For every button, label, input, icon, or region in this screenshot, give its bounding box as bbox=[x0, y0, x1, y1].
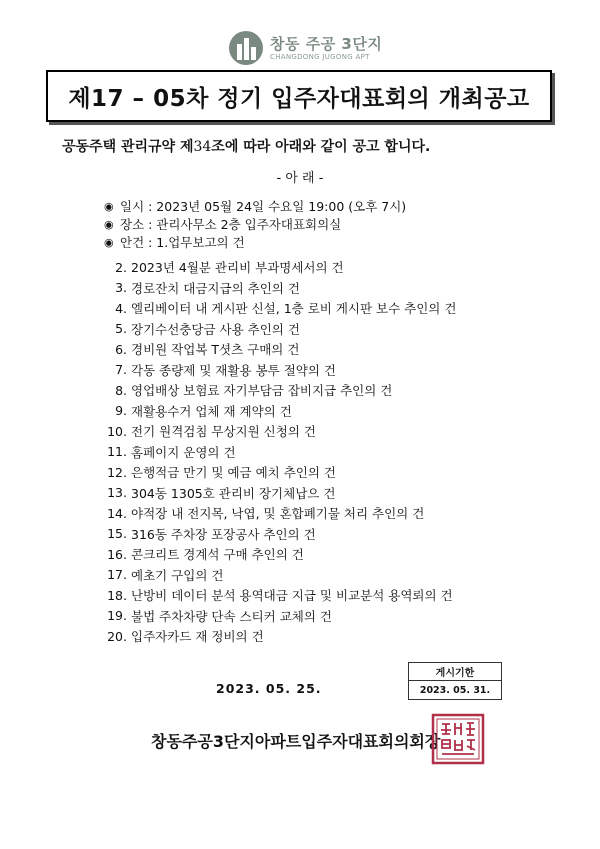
agenda-item bbox=[103, 401, 456, 422]
agenda-item-text: 예초기 구입의 건 bbox=[131, 567, 224, 583]
signer-name: 창동주공3단지아파트입주자대표회의회장 bbox=[151, 732, 441, 751]
agenda-item-number: 5. bbox=[115, 321, 127, 337]
agenda-item bbox=[103, 298, 456, 319]
agenda-item-text: 재활용수거 업체 재 계약의 건 bbox=[131, 403, 292, 419]
agenda-item-number: 4. bbox=[115, 300, 127, 316]
agenda-item-number: 2. bbox=[115, 259, 127, 275]
agenda-item-number: 16. bbox=[107, 546, 127, 562]
agenda-item bbox=[103, 606, 456, 627]
logo-name-korean: 창동 주공 3단지 bbox=[270, 35, 383, 53]
intro-sentence bbox=[62, 136, 430, 156]
agenda-item bbox=[103, 380, 456, 401]
agenda-item-text: 전기 원격검침 무상지원 신청의 건 bbox=[131, 424, 316, 440]
agenda-item-number: 7. bbox=[115, 362, 127, 378]
agenda-item-text: 경비원 작업복 T셧츠 구매의 건 bbox=[131, 342, 300, 358]
agenda-item bbox=[103, 483, 456, 504]
agenda-item bbox=[103, 544, 456, 565]
official-seal-stamp-icon bbox=[430, 712, 486, 766]
agenda-item-text: 영업배상 보험료 자기부담금 잡비지급 추인의 건 bbox=[131, 383, 393, 399]
posting-deadline-box bbox=[408, 662, 502, 700]
agenda-item bbox=[103, 278, 456, 299]
bullet-circle-icon: ◉ bbox=[104, 217, 114, 231]
agenda-item bbox=[103, 257, 456, 278]
agenda-item-number: 12. bbox=[107, 464, 127, 480]
agenda-item bbox=[103, 503, 456, 524]
agenda-item bbox=[103, 626, 456, 647]
meeting-detail-item bbox=[104, 197, 406, 215]
notice-date: 2023. 05. 25. bbox=[216, 681, 322, 696]
agenda-item-number: 13. bbox=[107, 485, 127, 501]
bullet-circle-icon: ◉ bbox=[104, 199, 114, 213]
agenda-item bbox=[103, 421, 456, 442]
notice-title: 제17 – 05차 정기 입주자대표회의 개최공고 bbox=[68, 85, 530, 112]
meeting-details bbox=[104, 197, 406, 251]
agenda-list bbox=[103, 257, 456, 647]
agenda-item bbox=[103, 442, 456, 463]
bullet-circle-icon: ◉ bbox=[104, 235, 114, 249]
agenda-item-text: 316동 주차장 포장공사 추인의 건 bbox=[131, 526, 316, 542]
agenda-item-text: 콘크리트 경계석 구매 추인의 건 bbox=[131, 547, 304, 563]
agenda-item-number: 14. bbox=[107, 505, 127, 521]
intro-article-number: 34 bbox=[193, 139, 212, 155]
agenda-item-number: 6. bbox=[115, 341, 127, 357]
agenda-item-number: 18. bbox=[107, 587, 127, 603]
agenda-item bbox=[103, 565, 456, 586]
agenda-item-number: 20. bbox=[107, 628, 127, 644]
agenda-item-number: 15. bbox=[107, 526, 127, 542]
meeting-detail-text: 장소 : 관리사무소 2층 입주자대표회의실 bbox=[120, 217, 342, 232]
meeting-detail-text: 일시 : 2023년 05월 24일 수요일 19:00 (오후 7시) bbox=[120, 199, 407, 214]
agenda-item-text: 은행적금 만기 및 예금 예치 추인의 건 bbox=[131, 465, 336, 481]
agenda-item-text: 입주자카드 재 정비의 건 bbox=[131, 629, 264, 645]
logo-name-english: CHANGDONG JUGONG APT bbox=[270, 53, 370, 61]
agenda-item bbox=[103, 585, 456, 606]
intro-after: 조에 따라 아래와 같이 공고 합니다. bbox=[211, 139, 431, 155]
agenda-item bbox=[103, 524, 456, 545]
agenda-item-text: 경로잔치 대금지급의 추인의 건 bbox=[131, 280, 300, 296]
agenda-item bbox=[103, 462, 456, 483]
section-marker: - 아 래 - bbox=[276, 171, 324, 186]
agenda-item-number: 10. bbox=[107, 423, 127, 439]
agenda-item-text: 각동 종량제 및 재활용 봉투 절약의 건 bbox=[131, 362, 336, 378]
agenda-item-text: 홈페이지 운영의 건 bbox=[131, 444, 236, 460]
agenda-item-text: 2023년 4월분 관리비 부과명세서의 건 bbox=[131, 260, 344, 276]
agenda-item-text: 야적장 내 전지목, 낙엽, 및 혼합폐기물 처리 추인의 건 bbox=[131, 506, 425, 522]
meeting-detail-item bbox=[104, 215, 406, 233]
meeting-detail-item bbox=[104, 233, 406, 251]
agenda-item bbox=[103, 319, 456, 340]
agenda-item-number: 3. bbox=[115, 280, 127, 296]
apartment-building-logo-icon bbox=[228, 30, 264, 66]
agenda-item-text: 엘리베이터 내 게시판 신설, 1층 로비 게시판 보수 추인의 건 bbox=[131, 301, 457, 317]
agenda-item-number: 17. bbox=[107, 567, 127, 583]
agenda-item-text: 장기수선충당금 사용 추인의 건 bbox=[131, 321, 300, 337]
agenda-item-text: 불법 주차차량 단속 스티커 교체의 건 bbox=[131, 608, 332, 624]
title-box bbox=[46, 70, 552, 122]
posting-deadline-value: 2023. 05. 31. bbox=[419, 684, 491, 696]
agenda-item-number: 11. bbox=[107, 444, 127, 460]
agenda-item-number: 9. bbox=[115, 403, 127, 419]
agenda-item-number: 19. bbox=[107, 608, 127, 624]
agenda-item-text: 304동 1305호 관리비 장기체납으 건 bbox=[131, 485, 336, 501]
agenda-item-text: 난방비 데이터 분석 용역대금 지급 및 비교분석 용역뢰의 건 bbox=[131, 588, 453, 604]
complex-logo bbox=[228, 30, 383, 68]
agenda-item-number: 8. bbox=[115, 382, 127, 398]
intro-before: 공동주택 관리규약 제 bbox=[62, 139, 194, 155]
posting-deadline-label: 게시기한 bbox=[409, 663, 501, 681]
agenda-item bbox=[103, 339, 456, 360]
agenda-item bbox=[103, 360, 456, 381]
meeting-detail-text: 안건 : 1.업무보고의 건 bbox=[120, 235, 245, 250]
